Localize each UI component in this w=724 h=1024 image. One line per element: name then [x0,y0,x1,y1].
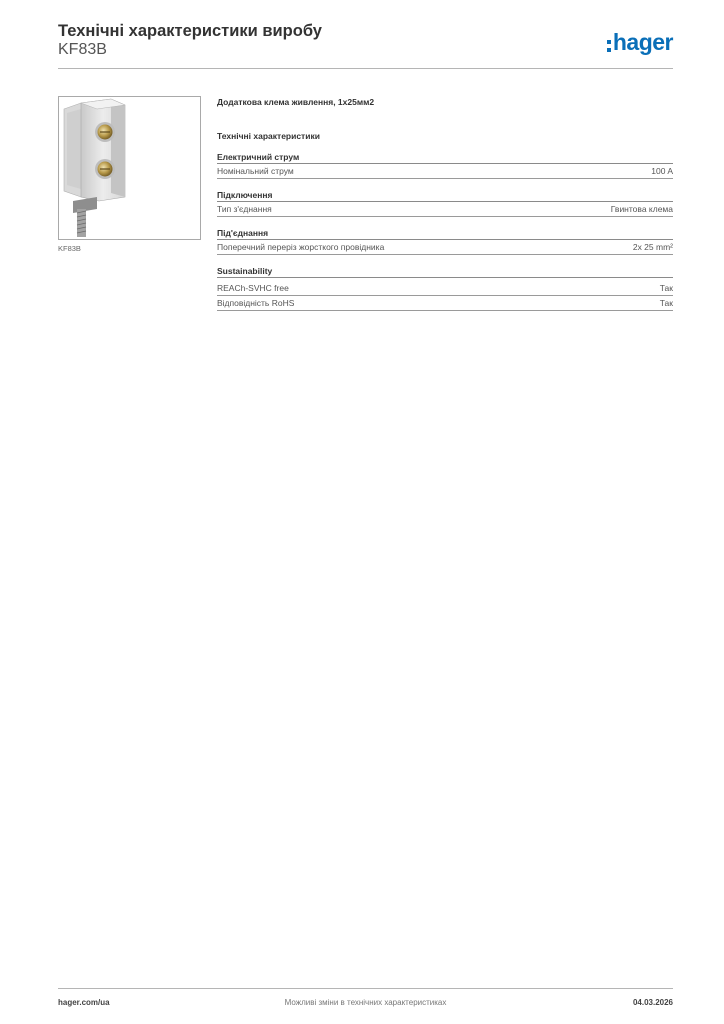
spec-group-attachment [217,228,673,255]
spec-value: Так [659,298,673,308]
footer-divider [58,988,673,989]
spec-row [217,281,673,296]
spec-label: Номінальний струм [217,166,294,176]
document-title: Технічні характеристики виробу [58,22,322,40]
header-divider [58,68,673,69]
footer-website: hager.com/ua [58,998,110,1007]
spec-value: Гвинтова клема [610,204,673,214]
spec-value: Так [659,283,673,293]
spec-row [217,202,673,217]
product-description: Додаткова клема живлення, 1x25мм2 [217,97,375,107]
spec-group-electric-current [217,152,673,179]
spec-label: Тип з'єднання [217,204,272,214]
group-title: Під'єднання [217,228,673,240]
spec-label: Поперечний переріз жорсткого провідника [217,242,385,252]
hager-logo [607,26,673,54]
terminal-block-picture [59,97,200,239]
product-code: KF83B [58,41,107,58]
spec-content [217,96,673,311]
spec-label: Відповідність RoHS [217,298,295,308]
group-title: Sustainability [217,266,673,278]
group-title: Підключення [217,190,673,202]
page-footer [58,998,673,1010]
spec-group-connection [217,190,673,217]
image-caption: KF83B [58,244,81,253]
spec-row [217,296,673,311]
logo-text: hager [612,29,673,55]
specs-heading: Технічні характеристики [217,131,320,141]
footer-disclaimer: Можливі зміни в технічних характеристиках [284,998,447,1007]
page-header [58,20,673,68]
footer-date: 04.03.2026 [632,998,673,1007]
spec-value: 2x 25 mm² [632,242,673,252]
spec-value: 100 A [651,166,673,176]
spec-group-sustainability [217,266,673,311]
group-title: Електричний струм [217,152,673,164]
logo-dots-icon [607,32,611,54]
spec-row [217,164,673,179]
spec-label: REACh-SVHC free [217,283,289,293]
product-image [58,96,201,240]
spec-row [217,240,673,255]
